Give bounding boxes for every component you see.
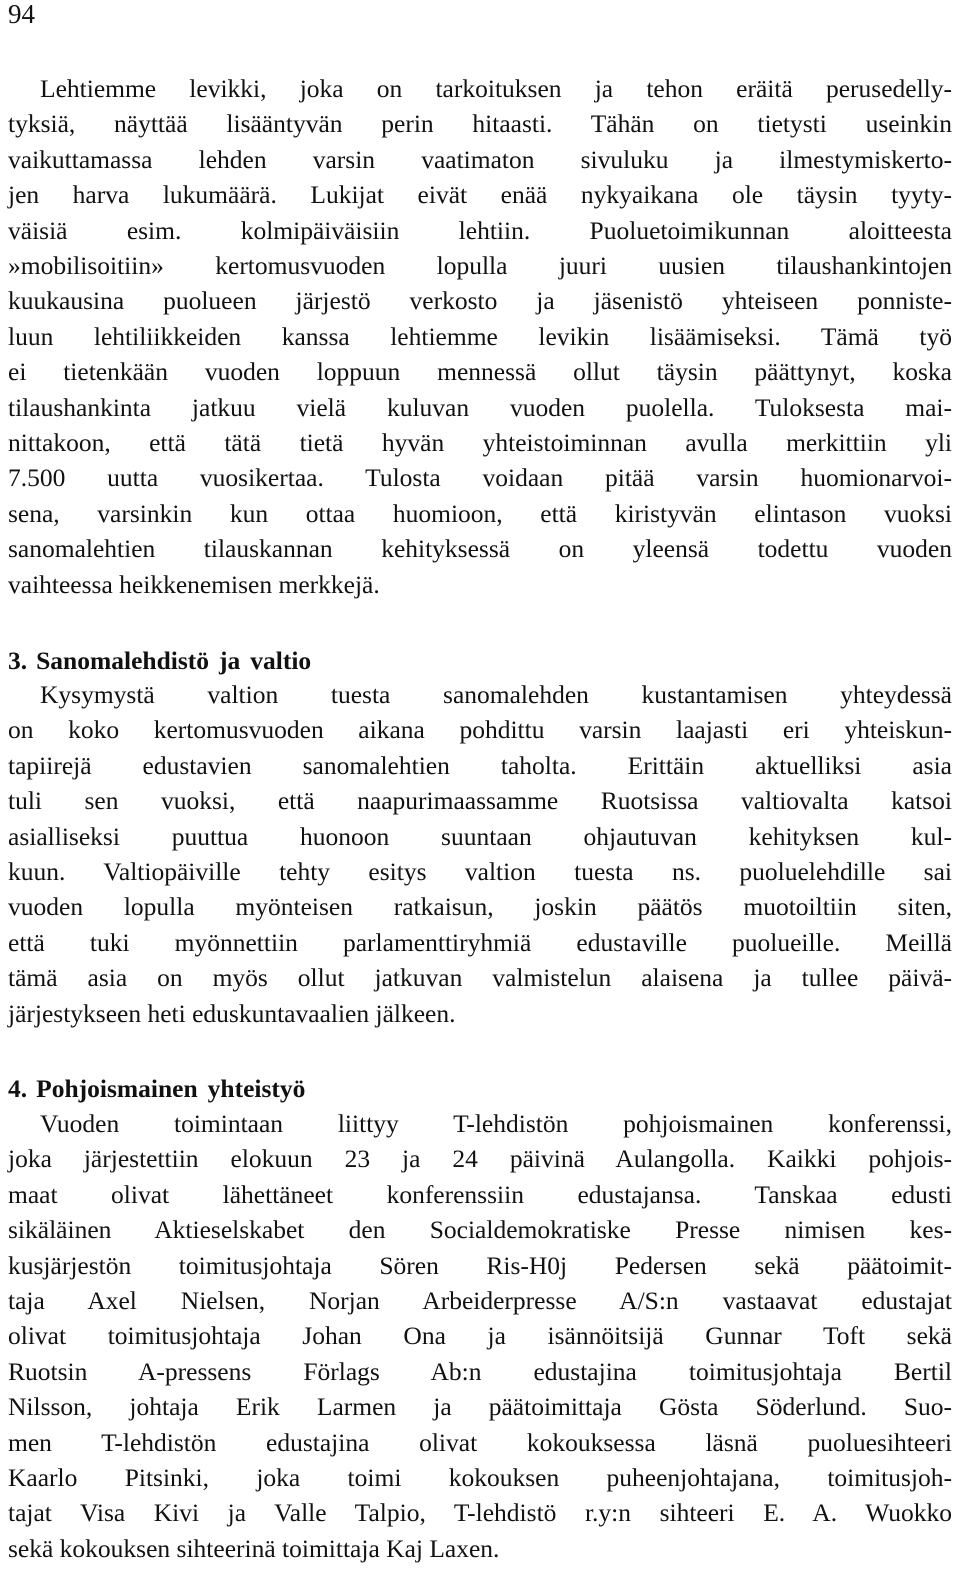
section-number: 4. <box>8 1074 28 1103</box>
text-line: vaihteessa heikkenemisen merkkejä. <box>8 569 380 599</box>
text-line: olivat toimitusjohtaja Johan Ona ja isännöitsijä Gunnar Toft sekä <box>8 1321 952 1351</box>
text-line: on koko kertomusvuoden aikana pohdittu varsin laajasti eri yhteiskun- <box>8 715 952 745</box>
text-line: Kaarlo Pitsinki, joka toimi kokouksen puheenjohtajana, toimitusjoh- <box>8 1463 952 1493</box>
text-line: Lehtiemme levikki, joka on tarkoituksen ja tehon eräitä perusedelly- <box>40 74 952 103</box>
section-title-word: Pohjoismainen <box>36 1074 198 1103</box>
text-line: sikäläinen Aktieselskabet den Socialdemokratiske Presse nimisen kes- <box>8 1215 952 1245</box>
text-line: järjestykseen heti eduskuntavaalien jälkeen. <box>8 998 456 1028</box>
text-line: tämä asia on myös ollut jatkuvan valmistelun alaisena ja tullee päivä- <box>8 963 952 993</box>
text-line: tapiirejä edustavien sanomalehtien taholta. Erittäin aktuelliksi asia <box>8 750 952 780</box>
text-line: nittakoon, että tätä tietä hyvän yhteistoiminnan avulla merkittiin yli <box>8 428 952 458</box>
text-line: tajat Visa Kivi ja Valle Talpio, T-lehdistö r.y:n sihteeri E. A. Wuokko <box>8 1498 952 1528</box>
text-line: sekä kokouksen sihteerinä toimittaja Kaj Laxen. <box>8 1533 500 1563</box>
text-line: väisiä esim. kolmipäiväisiin lehtiin. Puoluetoimikunnan aloitteesta <box>8 215 952 245</box>
text-line: ei tietenkään vuoden loppuun mennessä ollut täysin päättynyt, koska <box>8 357 952 387</box>
text-line: asialliseksi puuttua huonoon suuntaan ohjautuvan kehityksen kul- <box>8 821 952 851</box>
section-title-word: ja <box>219 646 241 675</box>
text-line: joka järjestettiin elokuun 23 ja 24 päivinä Aulangolla. Kaikki pohjois- <box>8 1144 952 1174</box>
paragraph-state-support <box>8 677 952 1031</box>
text-line: kuun. Valtiopäiville tehty esitys valtion tuesta ns. puoluelehdille sai <box>8 857 952 887</box>
text-line: Kysymystä valtion tuesta sanomalehden kustantamisen yhteydessä <box>40 680 952 709</box>
text-line: tyksiä, näyttää lisääntyvän perin hitaasti. Tähän on tietysti useinkin <box>8 109 952 139</box>
text-line: vuoden lopulla myönteisen ratkaisun, joskin päätös muotoiltiin siten, <box>8 892 952 922</box>
text-line: maat olivat lähettäneet konferenssiin edustajansa. Tanskaa edusti <box>8 1179 952 1209</box>
text-line: Ruotsin A-pressens Förlags Ab:n edustajina toimitusjohtaja Bertil <box>8 1356 952 1386</box>
text-line: jen harva lukumäärä. Lukijat eivät enää nykyaikana ole täysin tyyty- <box>8 180 952 210</box>
text-line: taja Axel Nielsen, Norjan Arbeiderpresse A/S:n vastaavat edustajat <box>8 1286 952 1316</box>
section-title-word: valtio <box>250 646 312 675</box>
text-line: Vuoden toimintaan liittyy T-lehdistön pohjoismainen konferenssi, <box>40 1109 952 1138</box>
text-line: »mobilisoitiin» kertomusvuoden lopulla juuri uusien tilaushankintojen <box>8 251 952 281</box>
text-line: tuli sen vuoksi, että naapurimaassamme Ruotsissa valtiovalta katsoi <box>8 786 952 816</box>
text-line: kusjärjestön toimitusjohtaja Sören Ris-H0j Pedersen sekä päätoimit- <box>8 1250 952 1280</box>
text-line: tilaushankinta jatkuu vielä kuluvan vuoden puolella. Tuloksesta mai- <box>8 392 952 422</box>
section-heading-4 <box>8 1071 305 1106</box>
text-line: sanomalehtien tilauskannan kehityksessä on yleensä todettu vuoden <box>8 534 952 564</box>
text-line: men T-lehdistön edustajina olivat kokouksessa läsnä puoluesihteeri <box>8 1427 952 1457</box>
text-line: kuukausina puolueen järjestö verkosto ja jäsenistö yhteiseen ponniste- <box>8 286 952 316</box>
page-number: 94 <box>8 0 35 29</box>
section-number: 3. <box>8 646 28 675</box>
paragraph-circulation <box>8 71 952 602</box>
paragraph-nordic-cooperation <box>8 1106 952 1566</box>
text-line: sena, varsinkin kun ottaa huomioon, että kiristyvän elintason vuoksi <box>8 498 952 528</box>
section-title-word: yhteistyö <box>207 1074 306 1103</box>
text-line: 7.500 uutta vuosikertaa. Tulosta voidaan pitää varsin huomionarvoi- <box>8 463 952 493</box>
text-line: että tuki myönnettiin parlamenttiryhmiä edustaville puolueille. Meillä <box>8 927 952 957</box>
text-line: luun lehtiliikkeiden kanssa lehtiemme levikin lisäämiseksi. Tämä työ <box>8 321 952 351</box>
text-line: Nilsson, johtaja Erik Larmen ja päätoimittaja Gösta Söderlund. Suo- <box>8 1392 952 1422</box>
section-title-word: Sanomalehdistö <box>36 646 209 675</box>
text-line: vaikuttamassa lehden varsin vaatimaton sivuluku ja ilmestymiskerto- <box>8 144 952 174</box>
section-heading-3 <box>8 643 311 678</box>
